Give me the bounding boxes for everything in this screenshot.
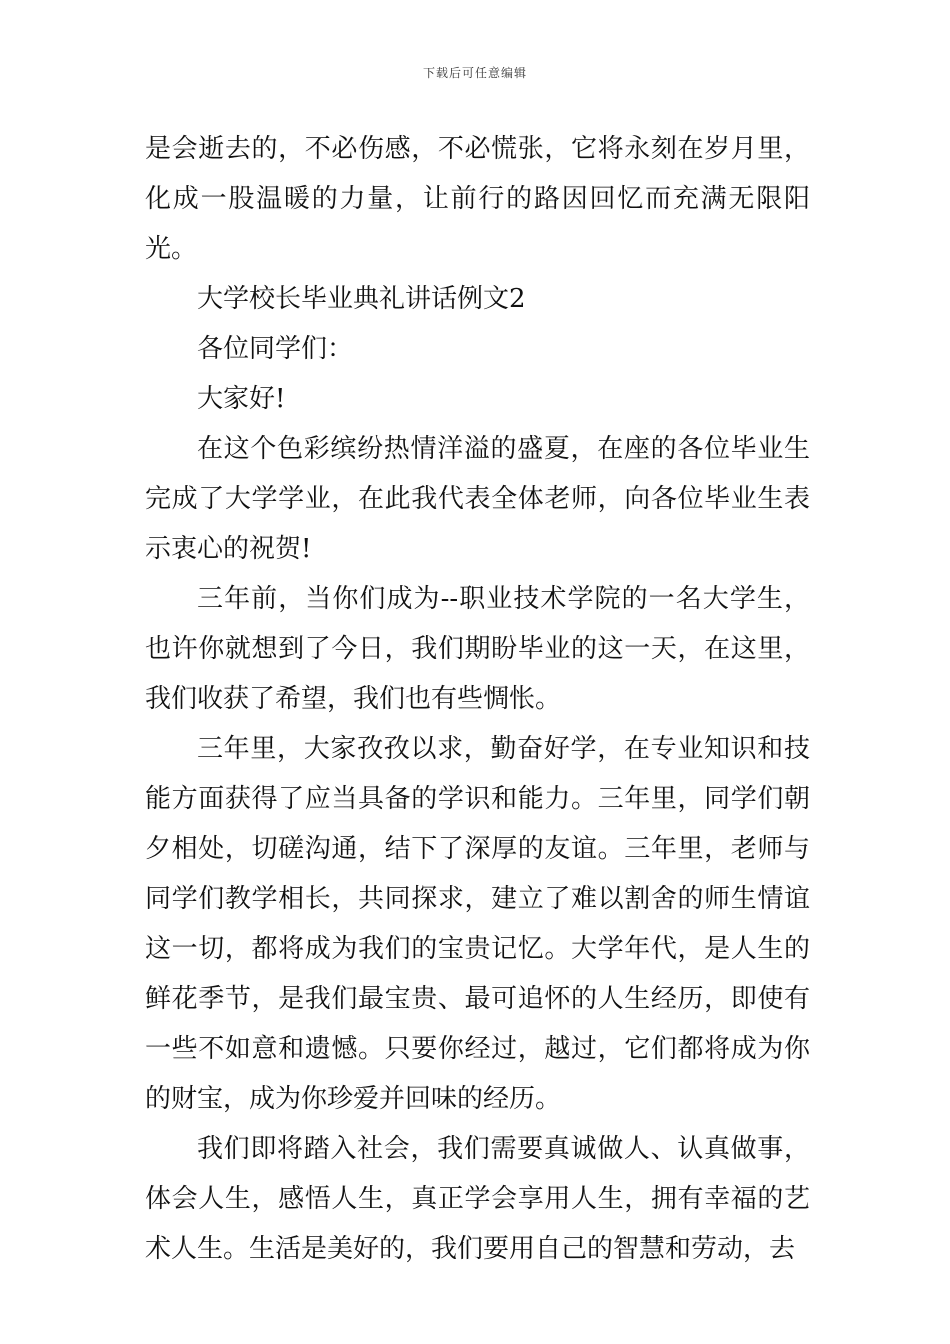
body-text <box>145 124 810 1274</box>
paragraph-continuation: 是会逝去的，不必伤感，不必慌张，它将永刻在岁月里，化成一股温暖的力量，让前行的路因回忆而充满无限阳光。 <box>145 134 810 264</box>
greeting: 大家好! <box>197 384 286 414</box>
salutation: 各位同学们： <box>197 334 354 364</box>
section-title: 大学校长毕业典礼讲话例文2 <box>197 284 526 314</box>
paragraph: 我们即将踏入社会，我们需要真诚做人、认真做事，体会人生，感悟人生，真正学会享用人生，拥有幸福的艺术人生。生活是美好的，我们要用自己的智慧和劳动，去 <box>145 1134 810 1264</box>
header-note: 下载后可任意编辑 <box>422 66 527 80</box>
paragraph: 在这个色彩缤纷热情洋溢的盛夏，在座的各位毕业生完成了大学学业，在此我代表全体老师，向各位毕业生表示衷心的祝贺! <box>145 434 810 564</box>
paragraph: 三年里，大家孜孜以求，勤奋好学，在专业知识和技能方面获得了应当具备的学识和能力。三年里，同学们朝夕相处，切磋沟通，结下了深厚的友谊。三年里，老师与同学们教学相长，共同探求，建立了难以割舍的师生情谊这一切，都将成为我们的宝贵记忆。大学年代，是人生的鲜花季节，是我们最宝贵、最可追怀的人生经历，即使有一些不如意和遗憾。只要你经过，越过，它们都将成为你的财宝，成为你珍爱并回味的经历。 <box>145 734 810 1114</box>
paragraph: 三年前，当你们成为--职业技术学院的一名大学生，也许你就想到了今日，我们期盼毕业的这一天，在这里，我们收获了希望，我们也有些惆怅。 <box>145 584 810 714</box>
